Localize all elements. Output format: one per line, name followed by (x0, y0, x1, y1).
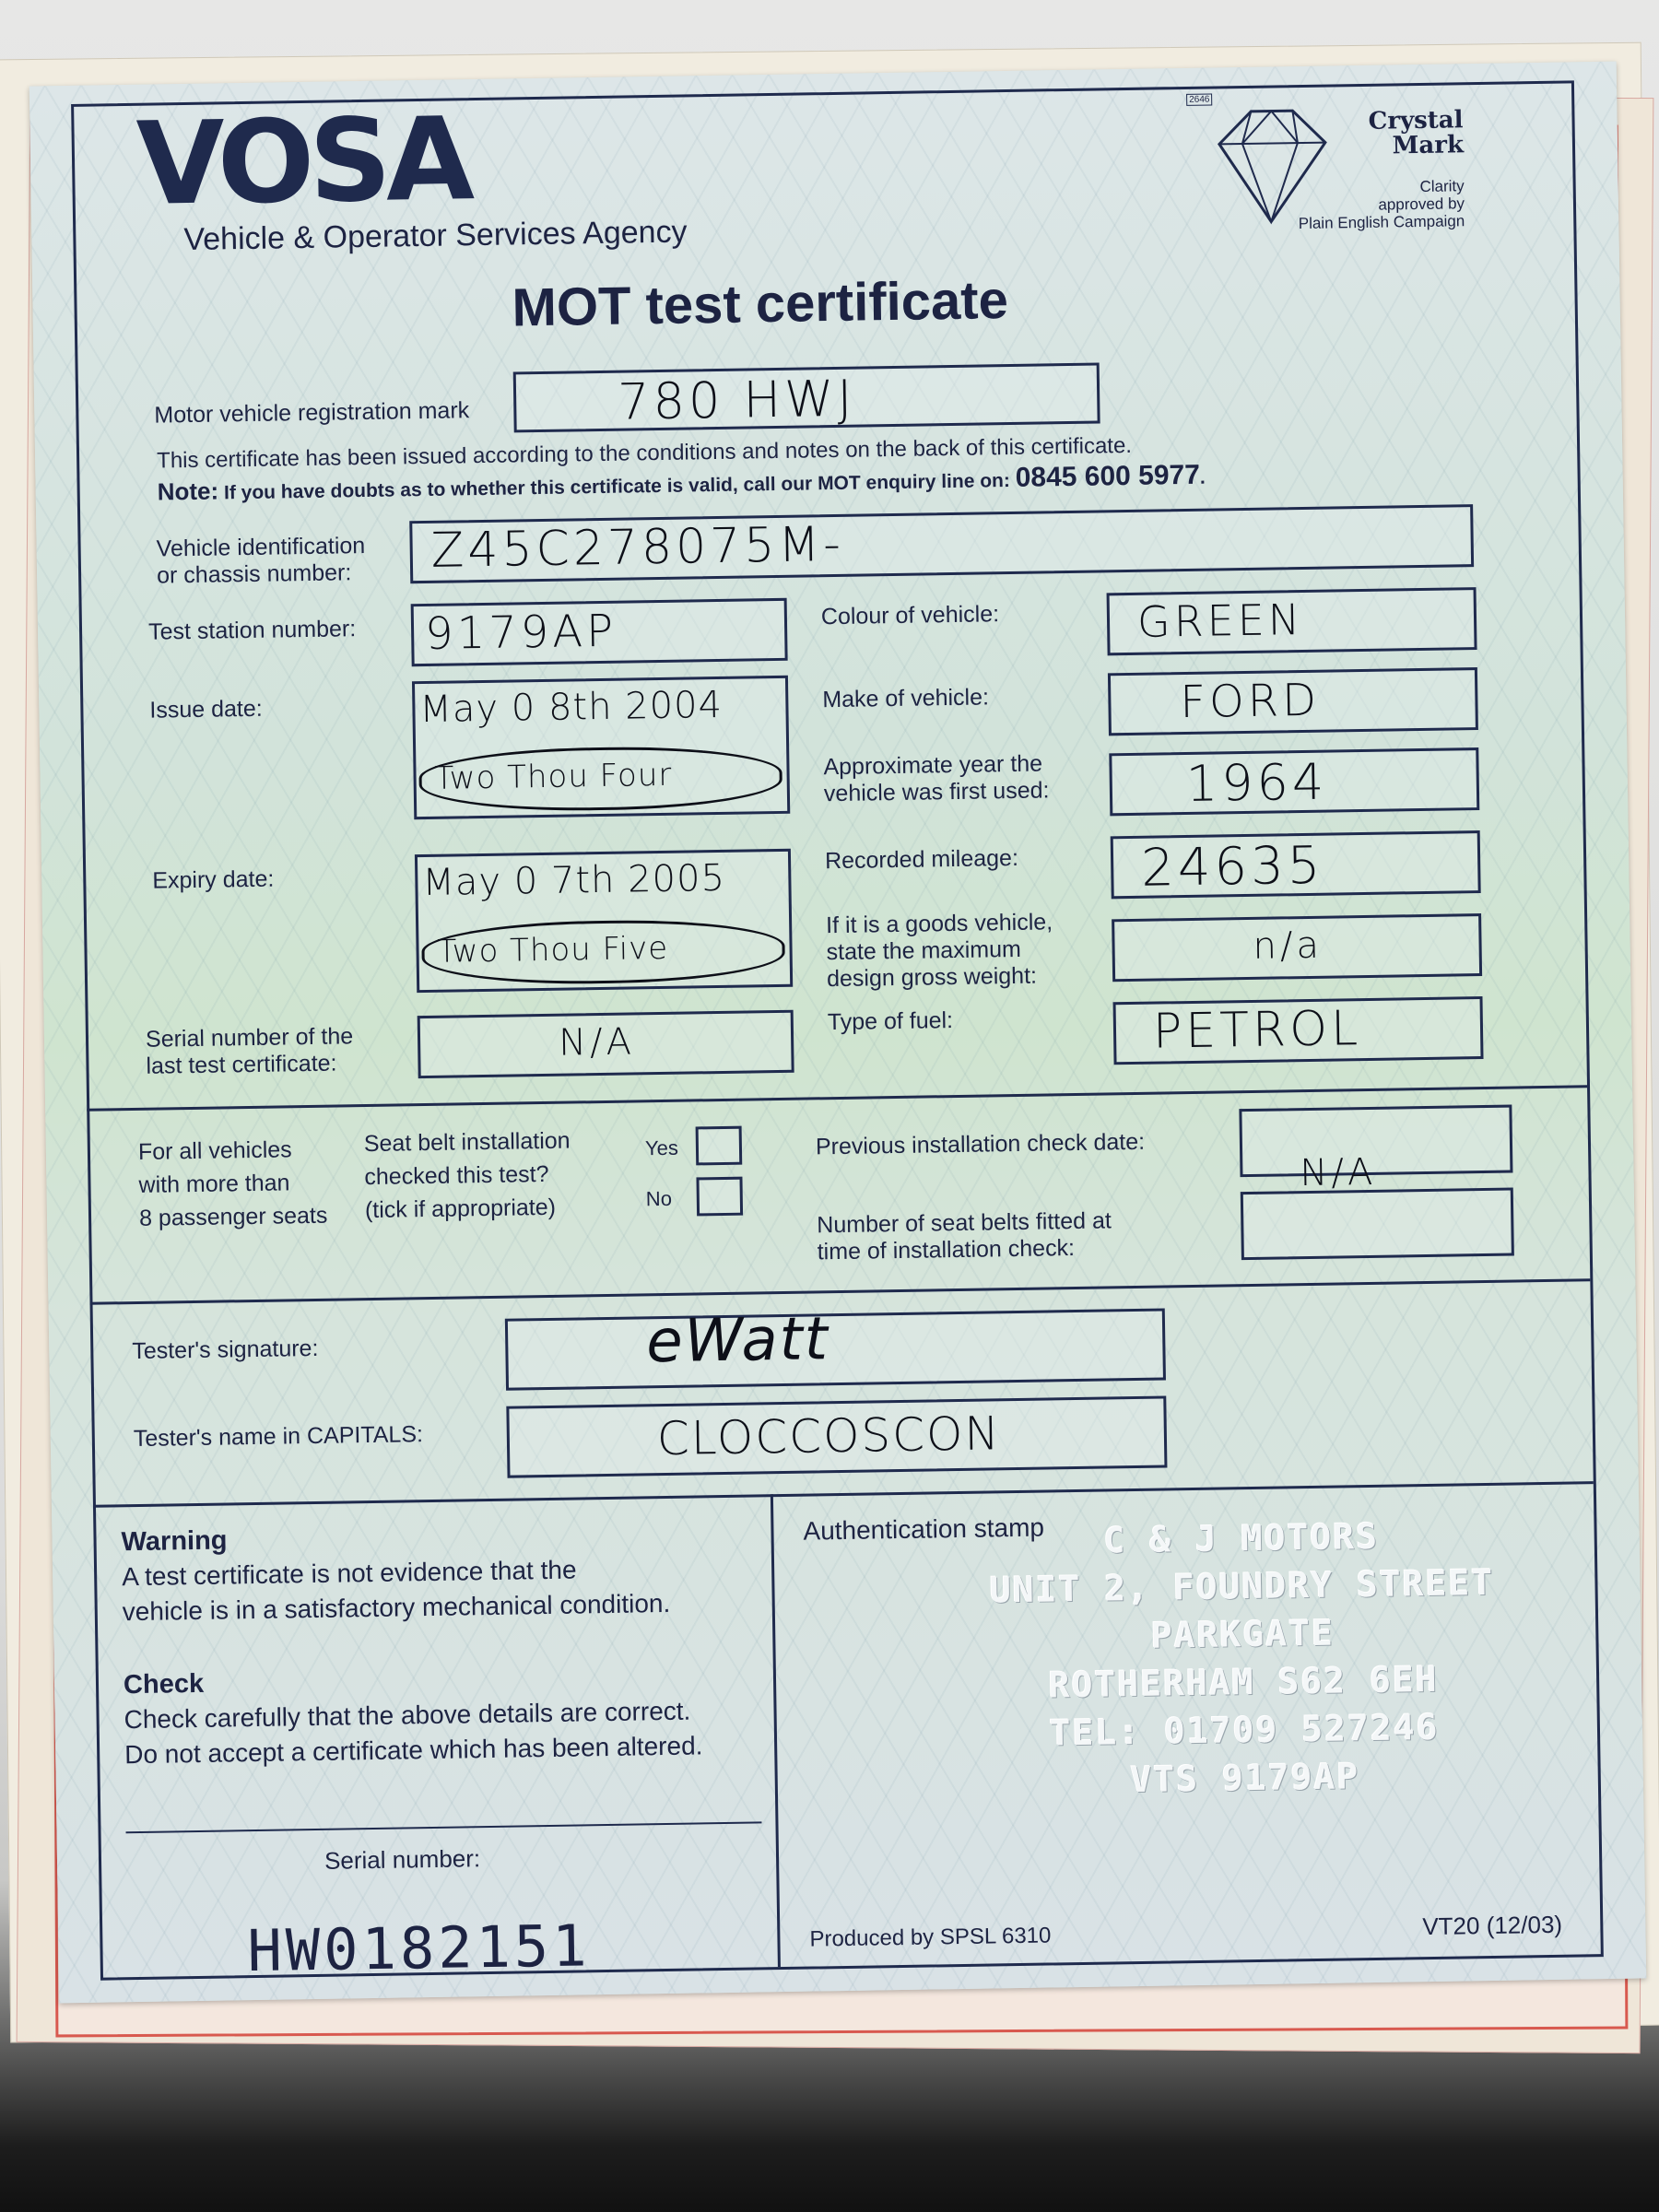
warning-text: A test certificate is not evidence that the vehicle is in a satisfactory mechanical condition. (121, 1555, 671, 1627)
colour-field (1107, 587, 1477, 655)
serial-last-value: N/A (558, 1020, 636, 1065)
registration-field (513, 362, 1100, 432)
serial-last-field (418, 1010, 794, 1078)
fuel-value: PETROL (1152, 1001, 1362, 1060)
expiry-date-words: Two Thou Five (437, 929, 669, 971)
tester-signature-field (505, 1305, 1166, 1390)
tester-name-label: Tester's name in CAPITALS: (133, 1421, 424, 1453)
yes-label: Yes (644, 1135, 679, 1160)
check-text: Check carefully that the above details are correct. Do not accept a certificate which has been altered. (124, 1696, 703, 1770)
test-station-value: 9179AP (424, 605, 618, 660)
seatbelt-yes-checkbox[interactable] (696, 1126, 743, 1166)
registration-label: Motor vehicle registration mark (154, 397, 470, 429)
conditions-text: This certificate has been issued according to the conditions and notes on the back of this certificate. (156, 432, 1133, 474)
crystal-mark-title: Crystal Mark (1368, 106, 1465, 160)
issue-date-words: Two Thou Four (434, 756, 673, 797)
issue-date-words-oval (418, 745, 782, 813)
vosa-logo: VOSA (135, 93, 470, 231)
seatbelt-no-checkbox[interactable] (696, 1177, 743, 1217)
colour-value: GREEN (1136, 594, 1304, 647)
tester-name: CLOCCOSCON (656, 1406, 1002, 1466)
vin-label: Vehicle identification or chassis number: (156, 532, 366, 589)
expiry-date-value: May 0 7th 2005 (422, 856, 726, 905)
registration-value: 780 HWJ (617, 369, 856, 431)
serial-last-label: Serial number of the last test certificate: (145, 1023, 354, 1079)
serial-number-label: Serial number: (324, 1844, 481, 1875)
belts-fitted-label: Number of seat belts fitted at time of installation check: (817, 1207, 1112, 1265)
make-value: FORD (1179, 674, 1321, 729)
belts-fitted-field (1241, 1188, 1514, 1261)
authentication-stamp-label: Authentication stamp (803, 1512, 1045, 1546)
make-label: Make of vehicle: (822, 684, 990, 713)
goods-weight-field (1112, 913, 1482, 982)
no-label: No (645, 1186, 673, 1211)
goods-weight-label: If it is a goods vehicle, state the maximum design gross weight: (825, 909, 1053, 993)
tester-signature: eWatt (645, 1305, 830, 1377)
crystal-mark-code: 2646 (1186, 93, 1212, 105)
year-label: Approximate year the vehicle was first used: (823, 750, 1050, 807)
form-code: VT20 (12/03) (1422, 1910, 1563, 1941)
authentication-stamp: C & J MOTORS UNIT 2, FOUNDRY STREET PARKGATE ROTHERHAM S62 6EH TEL: 01709 527246 VTS 9179AP (989, 1515, 1495, 1801)
vin-value: Z45C278075M- (430, 516, 845, 579)
goods-weight-value: n/a (1253, 924, 1324, 968)
test-station-label: Test station number: (147, 616, 357, 645)
expiry-date-words-oval (421, 918, 785, 986)
year-field (1109, 747, 1479, 816)
fuel-label: Type of fuel: (827, 1007, 954, 1036)
crystal-mark-caption: Clarity approved by Plain English Campaign (1298, 177, 1465, 233)
year-value: 1964 (1185, 752, 1328, 814)
test-station-field (411, 598, 788, 666)
page-title: MOT test certificate (512, 270, 1009, 338)
mileage-value: 24635 (1140, 835, 1324, 899)
seatbelt-applicability: For all vehicles with more than 8 passenger seats (137, 1136, 328, 1231)
mileage-field (1111, 830, 1481, 899)
fuel-field (1113, 996, 1484, 1065)
previous-check-label: Previous installation check date: (815, 1128, 1146, 1160)
issue-date-field (412, 676, 790, 819)
expiry-date-field (415, 849, 793, 993)
seatbelt-value: N/A (1300, 1150, 1377, 1195)
seatbelt-question: Seat belt installation checked this test? (tick if appropriate) (363, 1127, 571, 1224)
tester-signature-label: Tester's signature: (132, 1335, 319, 1365)
issue-date-label: Issue date: (149, 695, 263, 724)
note-text: Note: If you have doubts as to whether this certificate is valid, call our MOT enquiry line on: 0845 600 5977. (157, 459, 1206, 506)
issue-date-value: May 0 8th 2004 (419, 683, 724, 732)
expiry-date-label: Expiry date: (152, 865, 275, 894)
warning-title: Warning (121, 1525, 228, 1558)
produced-by: Produced by SPSL 6310 (809, 1923, 1052, 1952)
make-field (1108, 667, 1478, 735)
mileage-label: Recorded mileage: (824, 844, 1019, 875)
crystal-mark (1186, 89, 1465, 232)
colour-label: Colour of vehicle: (820, 601, 1000, 630)
serial-number-value: HW0182151 (247, 1912, 592, 1985)
agency-name: Vehicle & Operator Services Agency (183, 214, 688, 258)
tester-name-field (506, 1395, 1167, 1477)
mot-certificate (29, 62, 1646, 2004)
check-title: Check (123, 1668, 205, 1700)
